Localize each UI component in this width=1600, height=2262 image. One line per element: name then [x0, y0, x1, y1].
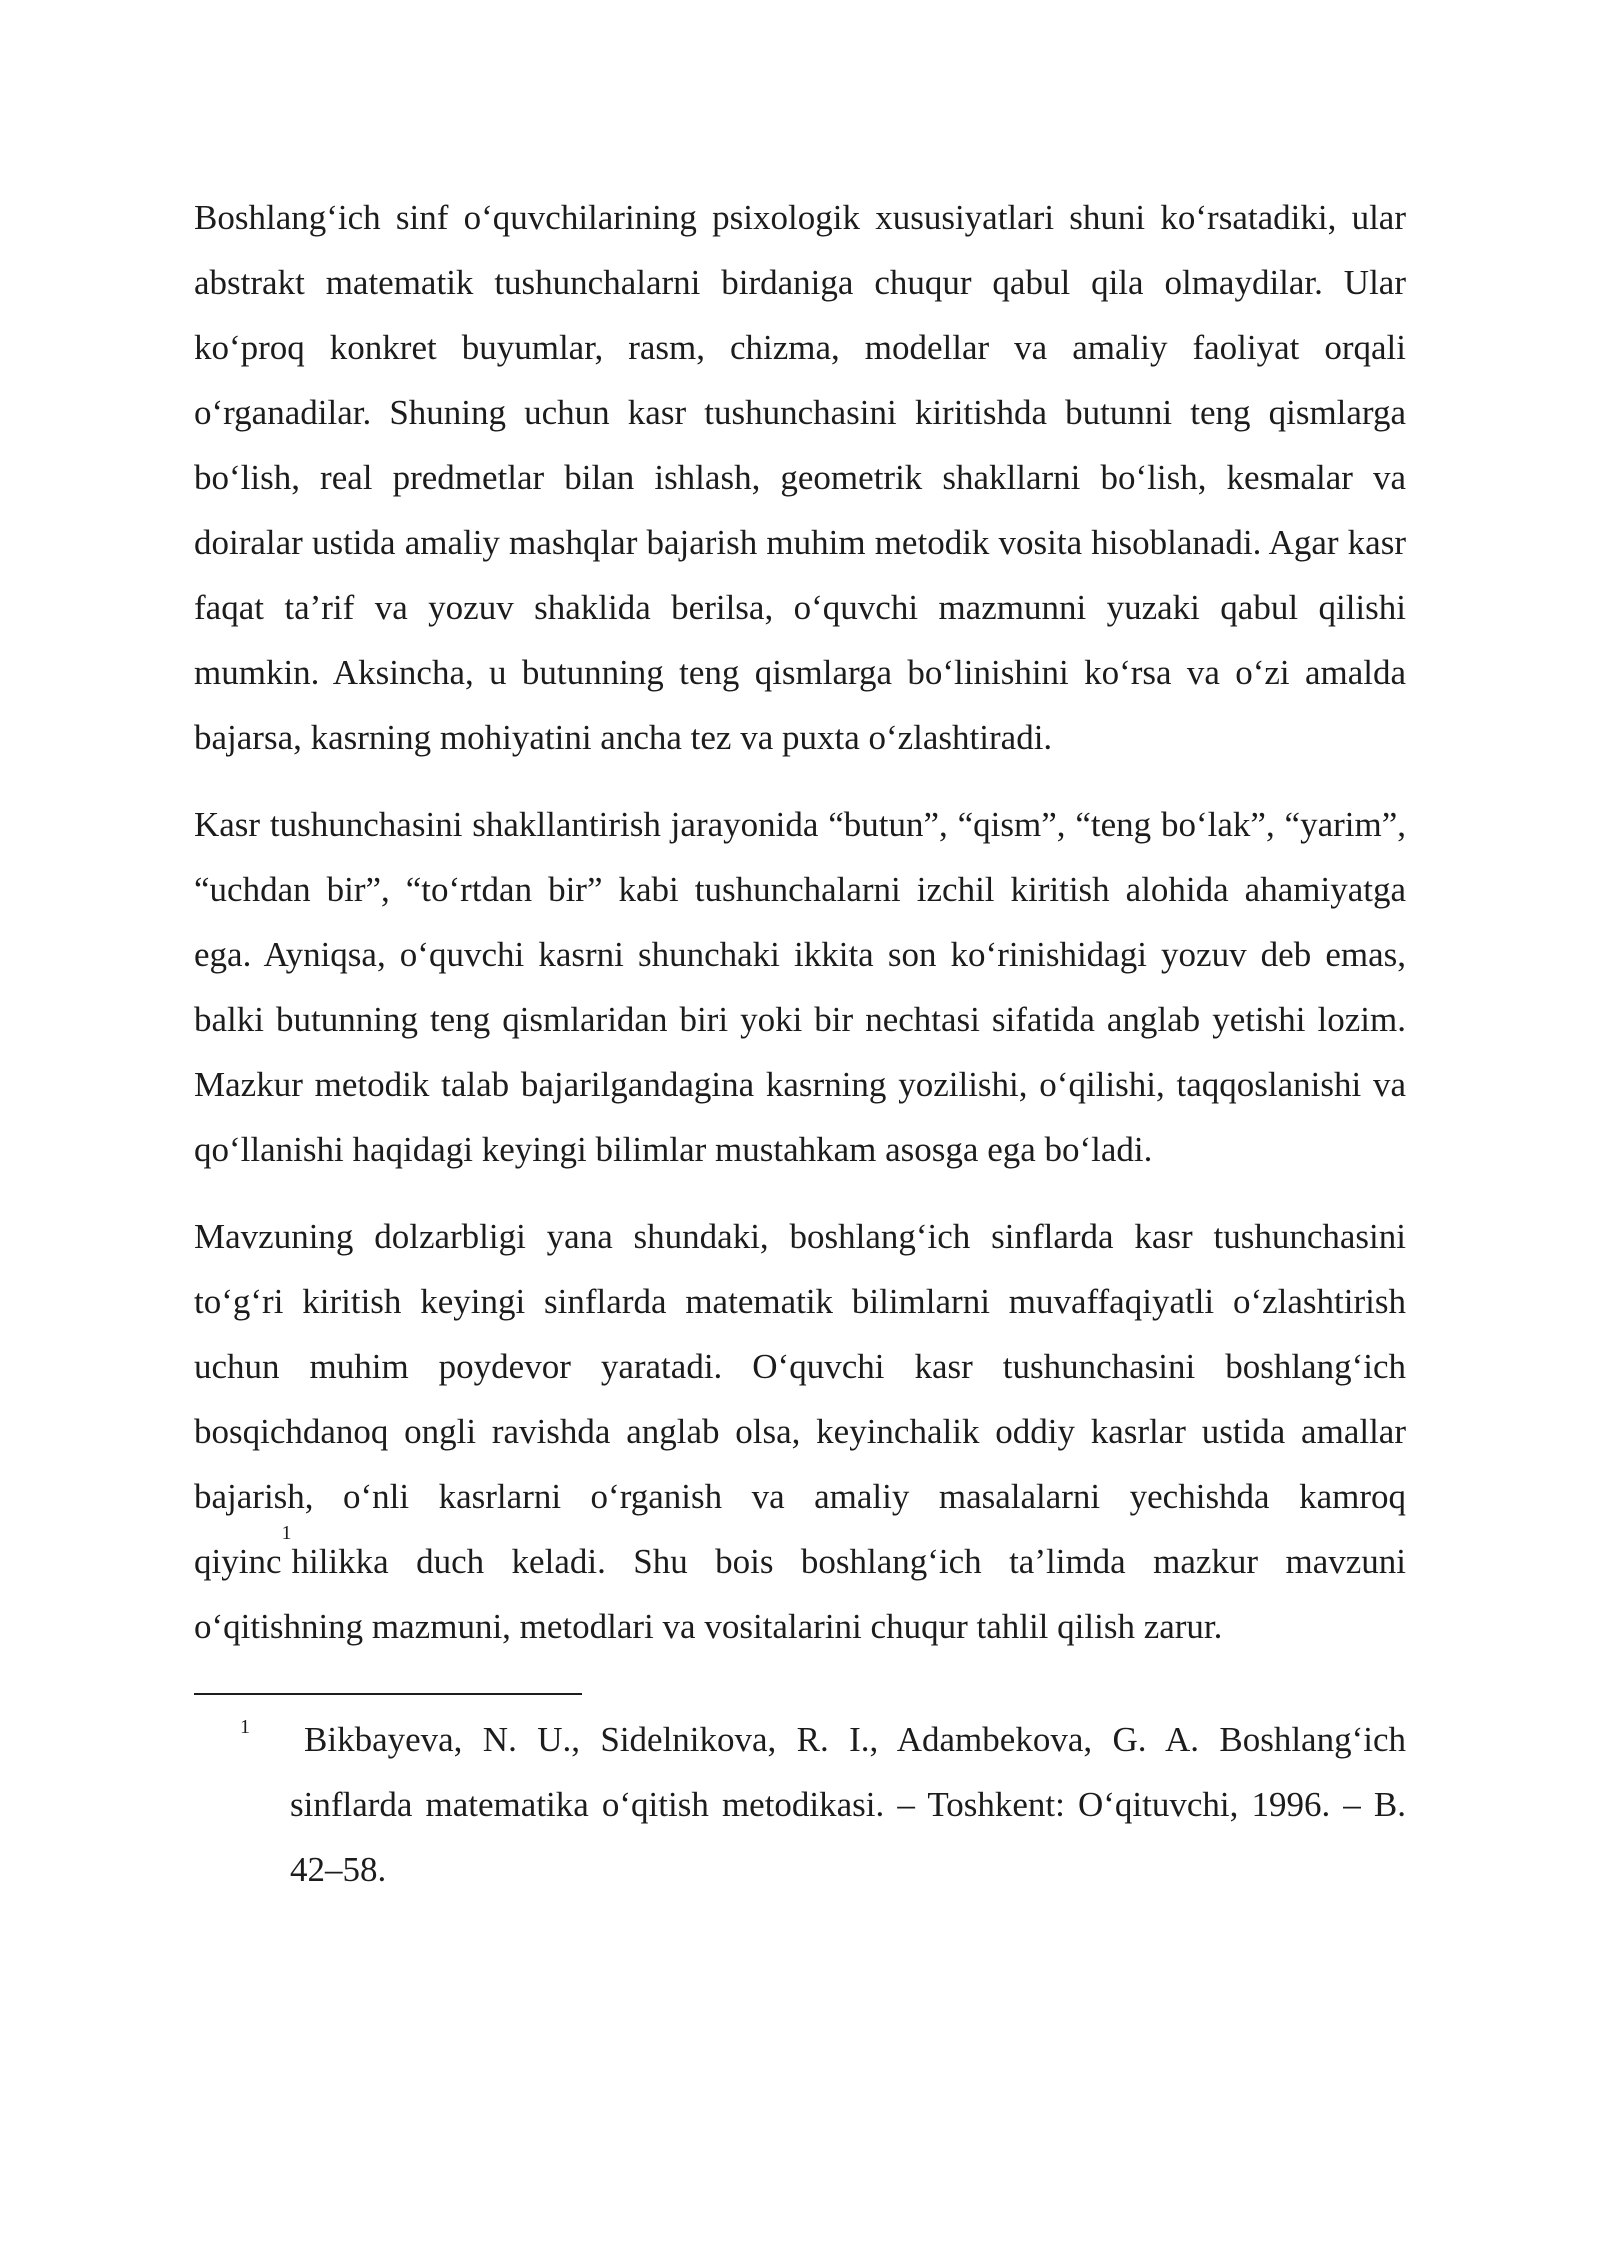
paragraph-2: Kasr tushunchasini shakllantirish jarayonida “butun”, “qism”, “teng bo‘lak”, “yarim”, “uchdan bir”, “to‘rtdan bir” kabi tushunchalarni izchil kiritish alohida ahamiyatga ega. Ayniqsa, o‘quvchi kasrni shunchaki ikkita son ko‘rinishidagi yozuv deb emas, balki butunning teng qismlaridan biri yoki bir nechtasi sifatida anglab yetishi lozim. Mazkur metodik talab bajarilgandagina kasrning yozilishi, o‘qilishi, taqqoslanishi va qo‘llanishi haqidagi keyingi bilimlar mustahkam asosga ega bo‘ladi.	[194, 805, 1406, 1169]
paragraph-1: Boshlang‘ich sinf o‘quvchilarining psixologik xususiyatlari shuni ko‘rsatadiki, ular abstrakt matematik tushunchalarni birdaniga chuqur qabul qila olmaydilar. Ular ko‘proq konkret buyumlar, rasm, chizma, modellar va amaliy faoliyat orqali o‘rganadilar. Shuning uchun kasr tushunchasini kiritishda butunni teng qismlarga bo‘lish, real predmetlar bilan ishlash, geometrik shakllarni bo‘lish, kesmalar va doiralar ustida amaliy mashqlar bajarish muhim metodik vosita hisoblanadi. Agar kasr faqat ta’rif va yozuv shaklida berilsa, o‘quvchi mazmunni yuzaki qabul qilishi mumkin. Aksincha, u butunning teng qismlarga bo‘linishini ko‘rsa va o‘zi amalda bajarsa, kasrning mohiyatini ancha tez va puxta o‘zlashtiradi.	[194, 198, 1406, 757]
paragraph-3	[194, 1204, 1406, 1659]
footnote-reference[interactable]: 1	[281, 1522, 292, 1544]
paragraph-3-text-after: hilikka duch keladi. Shu bois boshlang‘ich ta’limda mazkur mavzuni o‘qitishning mazmuni, metodlari va vositalarini chuqur tahlil qilish zarur.	[194, 1542, 1406, 1646]
footnote-number: 1	[240, 1716, 250, 1738]
document-page	[194, 185, 1406, 1902]
footnote	[240, 1707, 1406, 1902]
paragraph-3-text-before: Mavzuning dolzarbligi yana shundaki, boshlang‘ich sinflarda kasr tushunchasini to‘g‘ri kiritish keyingi sinflarda matematik bilimlarni muvaffaqiyatli o‘zlashtirish uchun muhim poydevor yaratadi. O‘quvchi kasr tushunchasini boshlang‘ich bosqichdanoq ongli ravishda anglab olsa, keyinchalik oddiy kasrlar ustida amallar bajarish, o‘nli kasrlarni o‘rganish va amaliy masalalarni yechishda kamroq qiyinc	[194, 1217, 1406, 1581]
footnote-text: Bikbayeva, N. U., Sidelnikova, R. I., Adambekova, G. A. Boshlang‘ich sinflarda matematika o‘qitish metodikasi. – Toshkent: O‘qituvchi, 1996. – B. 42–58.	[290, 1720, 1406, 1889]
footnote-separator	[194, 1693, 582, 1695]
